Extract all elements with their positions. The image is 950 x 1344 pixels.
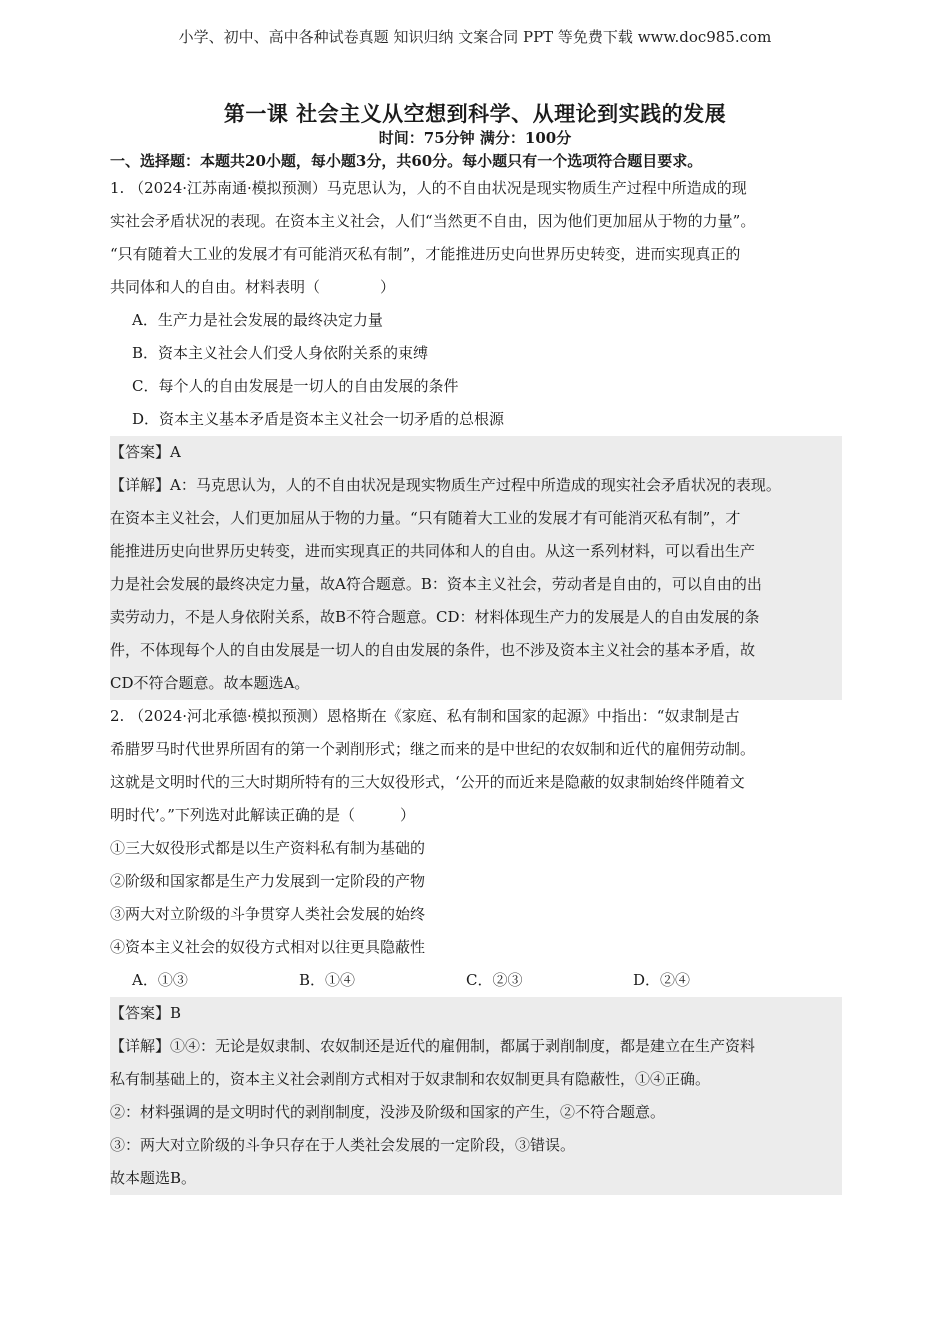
detail-line: 在资本主义社会，人们更加屈从于物的力量。“只有随着大工业的发展才有可能消灭私有制”，才 — [110, 509, 741, 527]
option-d: D．②④ — [633, 971, 691, 989]
question-2-line: 明时代’。”下列选对此解读正确的是（ ） — [110, 806, 415, 824]
option-b: B．资本主义社会人们受人身依附关系的束缚 — [132, 344, 429, 362]
detail-text: A：马克思认为，人的不自由状况是现实物质生产过程中所造成的现实社会矛盾状况的表现。 — [170, 476, 781, 494]
detail-label: 【详解】 — [110, 476, 171, 494]
question-1 — [110, 172, 850, 436]
option-c: C．②③ — [466, 971, 523, 989]
statement-2: ②阶级和国家都是生产力发展到一定阶段的产物 — [110, 872, 426, 890]
answer-value: B — [170, 1004, 182, 1022]
question-1-line: 1. （2024·江苏南通·模拟预测）马克思认为，人的不自由状况是现实物质生产过程中所造成的现 — [110, 179, 747, 197]
detail-line: 件，不体现每个人的自由发展是一切人的自由发展的条件，也不涉及资本主义社会的基本矛盾，故 — [110, 641, 756, 659]
detail-line: 能推进历史向世界历史转变，进而实现真正的共同体和人的自由。从这一系列材料，可以看出生产 — [110, 542, 756, 560]
option-c: C．每个人的自由发展是一切人的自由发展的条件 — [132, 377, 459, 395]
option-a: A．生产力是社会发展的最终决定力量 — [132, 311, 383, 329]
detail-text: ①④：无论是奴隶制、农奴制还是近代的雇佣制，都属于剥削制度，都是建立在生产资料 — [170, 1037, 756, 1055]
options-row — [110, 964, 850, 997]
detail-line: 卖劳动力，不是人身依附关系，故B不符合题意。CD：材料体现生产力的发展是人的自由发展的条 — [110, 608, 760, 626]
statement-3: ③两大对立阶级的斗争贯穿人类社会发展的始终 — [110, 905, 426, 923]
detail-line: ③：两大对立阶级的斗争只存在于人类社会发展的一定阶段，③错误。 — [110, 1136, 576, 1154]
question-1-line: “只有随着大工业的发展才有可能消灭私有制”，才能推进历史向世界历史转变，进而实现真正的 — [110, 245, 741, 263]
detail-line: 力是社会发展的最终决定力量，故A符合题意。B：资本主义社会，劳动者是自由的，可以自由的出 — [110, 575, 762, 593]
detail-line — [110, 469, 842, 502]
question-2-line: 希腊罗马时代世界所固有的第一个剥削形式；继之而来的是中世纪的农奴制和近代的雇佣劳动制。 — [110, 740, 756, 758]
detail-line — [110, 1030, 842, 1063]
option-a: A．①③ — [132, 971, 188, 989]
detail-line: ②：材料强调的是文明时代的剥削制度，没涉及阶级和国家的产生，②不符合题意。 — [110, 1103, 666, 1121]
question-2-line: 这就是文明时代的三大时期所特有的三大奴役形式，‘公开的而近来是隐蔽的奴隶制始终伴随着文 — [110, 773, 745, 791]
answer-line — [110, 997, 842, 1030]
answer-block-2 — [110, 997, 842, 1195]
answer-label: 【答案】 — [110, 443, 171, 461]
detail-line: 私有制基础上的，资本主义社会剥削方式相对于奴隶制和农奴制更具有隐蔽性，①④正确。 — [110, 1070, 711, 1088]
option-d: D．资本主义基本矛盾是资本主义社会一切矛盾的总根源 — [132, 410, 505, 428]
detail-line: 故本题选B。 — [110, 1169, 197, 1187]
question-2 — [110, 700, 850, 997]
question-1-line: 共同体和人的自由。材料表明（ ） — [110, 278, 396, 296]
statement-1: ①三大奴役形式都是以生产资料私有制为基础的 — [110, 839, 426, 857]
option-b: B．①④ — [299, 971, 356, 989]
answer-label: 【答案】 — [110, 1004, 171, 1022]
statement-4: ④资本主义社会的奴役方式相对以往更具隐蔽性 — [110, 938, 426, 956]
detail-line: CD不符合题意。故本题选A。 — [110, 674, 310, 692]
answer-value: A — [170, 443, 181, 461]
question-1-line: 实社会矛盾状况的表现。在资本主义社会，人们“当然更不自由，因为他们更加屈从于物的力量”。 — [110, 212, 756, 230]
page-header: 小学、初中、高中各种试卷真题 知识归纳 文案合同 PPT 等免费下载 www.doc985.com — [178, 28, 772, 46]
detail-label: 【详解】 — [110, 1037, 171, 1055]
page-title: 第一课 社会主义从空想到科学、从理论到实践的发展 — [223, 101, 727, 126]
answer-block-1 — [110, 436, 842, 700]
exam-info: 时间：75分钟 满分：100分 — [378, 129, 572, 147]
document-body — [110, 150, 850, 1195]
section-heading: 一、选择题：本题共20小题，每小题3分，共60分。每小题只有一个选项符合题目要求。 — [110, 152, 703, 170]
answer-line — [110, 436, 842, 469]
question-2-line: 2. （2024·河北承德·模拟预测）恩格斯在《家庭、私有制和国家的起源》中指出：“奴隶制是古 — [110, 707, 740, 725]
